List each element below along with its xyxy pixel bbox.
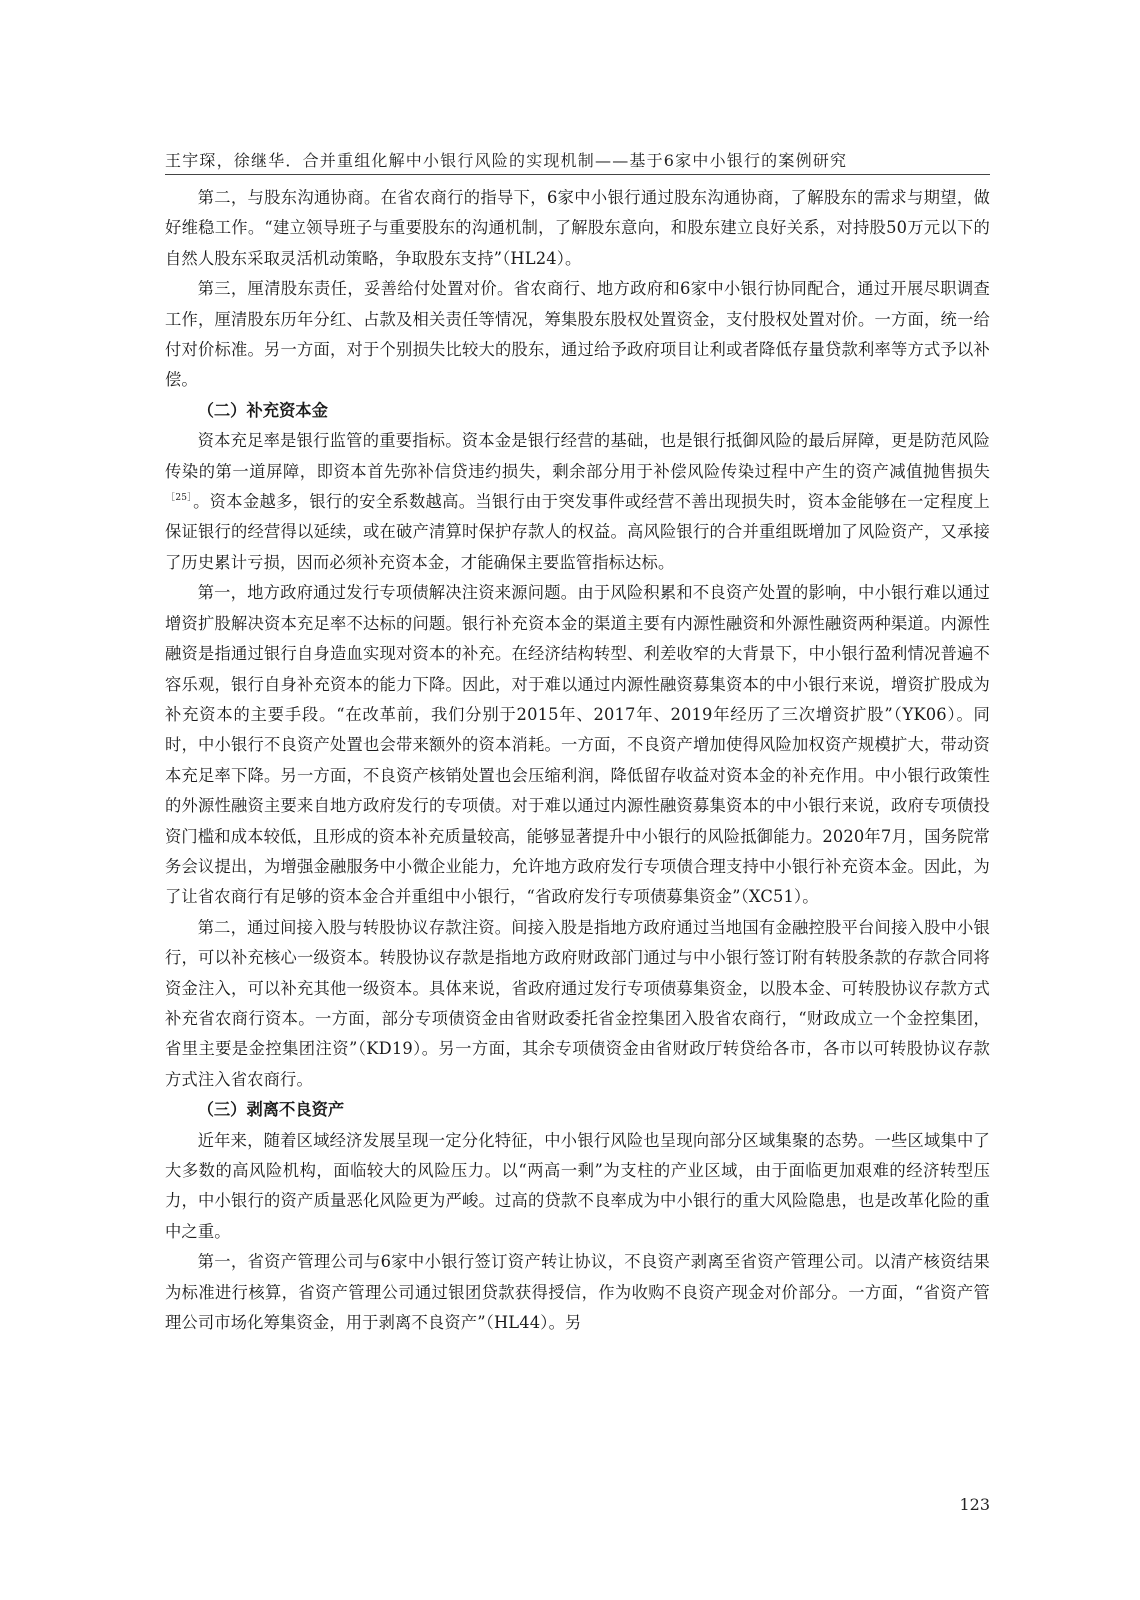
paragraph-shareholder-communication: 第二，与股东沟通协商。在省农商行的指导下，6家中小银行通过股东沟通协商，了解股东的需求与期望，做好维稳工作。“建立领导班子与重要股东的沟通机制，了解股东意向，和股东建立良好关系，对持股50万元以下的自然人股东采取灵活机动策略，争取股东支持”（HL24）。 <box>165 188 990 268</box>
section-heading-npl: （三）剥离不良资产 <box>197 1100 345 1120</box>
paragraph-regional-risk: 近年来，随着区域经济发展呈现一定分化特征，中小银行风险也呈现向部分区域集聚的态势。一些区域集中了大多数的高风险机构，面临较大的风险压力。以“两高一剩”为支柱的产业区域，由于面临更加艰难的经济转型压力，中小银行的资产质量恶化风险更为严峻。过高的贷款不良率成为中小银行的重大风险隐患，也是改革化险的重中之重。 <box>165 1130 990 1241</box>
paragraph-indirect-equity: 第二，通过间接入股与转股协议存款注资。间接入股是指地方政府通过当地国有金融控股平台间接入股中小银行，可以补充核心一级资本。转股协议存款是指地方政府财政部门通过与中小银行签订附有转股条款的存款合同将资金注入，可以补充其他一级资本。具体来说，省政府通过发行专项债募集资金，以股本金、可转股协议存款方式补充省农商行资本。一方面，部分专项债资金由省财政委托省金控集团入股省农商行，“财政成立一个金控集团，省里主要是金控集团注资”（KD19）。另一方面，其余专项债资金由省财政厅转贷给各市，各市以可转股协议存款方式注入省农商行。 <box>165 917 990 1089</box>
running-header: 王宇琛，徐继华．合并重组化解中小银行风险的实现机制——基于6家中小银行的案例研究 <box>165 151 848 170</box>
header-rule <box>165 174 990 175</box>
paragraph-asset-transfer: 第一，省资产管理公司与6家中小银行签订资产转让协议，不良资产剥离至省资产管理公司。以清产核资结果为标准进行核算，省资产管理公司通过银团贷款获得授信，作为收购不良资产现金对价部分。一方面，“省资产管理公司市场化筹集资金，用于剥离不良资产”（HL44）。另 <box>165 1252 990 1333</box>
page-number: 123 <box>959 1495 990 1514</box>
section-heading-capital: （二）补充资本金 <box>197 400 328 420</box>
paragraph-capital-adequacy <box>165 426 990 578</box>
paragraph-text: 资本充足率是银行监管的重要指标。资本金是银行经营的基础，也是银行抵御风险的最后屏障，更是防范风险传染的第一道屏障，即资本首先弥补信贷违约损失，剩余部分用于补偿风险传染过程中产生的资产减值抛售损失 <box>165 431 990 481</box>
paragraph-shareholder-responsibility: 第三，厘清股东责任，妥善给付处置对价。省农商行、地方政府和6家中小银行协同配合，通过开展尽职调查工作，厘清股东历年分红、占款及相关责任等情况，筹集股东股权处置资金，支付股权处置对价。一方面，统一给付对价标准。另一方面，对于个别损失比较大的股东，通过给予政府项目让利或者降低存量贷款利率等方式予以补偿。 <box>165 279 990 390</box>
paragraph-text: 。资本金越多，银行的安全系数越高。当银行由于突发事件或经营不善出现损失时，资本金能够在一定程度上保证银行的经营得以延续，或在破产清算时保护存款人的权益。高风险银行的合并重组既增加了风险资产，又承接了历史累计亏损，因而必须补充资本金，才能确保主要监管指标达标。 <box>165 492 990 572</box>
citation-ref: ［25］ <box>166 493 193 504</box>
paragraph-special-bonds: 第一，地方政府通过发行专项债解决注资来源问题。由于风险积累和不良资产处置的影响，中小银行难以通过增资扩股解决资本充足率不达标的问题。银行补充资本金的渠道主要有内源性融资和外源性融资两种渠道。内源性融资是指通过银行自身造血实现对资本的补充。在经济结构转型、利差收窄的大背景下，中小银行盈利情况普遍不容乐观，银行自身补充资本的能力下降。因此，对于难以通过内源性融资募集资本的中小银行来说，增资扩股成为补充资本的主要手段。“在改革前，我们分别于2015年、2017年、2019年经历了三次增资扩股”（YK06）。同时，中小银行不良资产处置也会带来额外的资本消耗。一方面，不良资产增加使得风险加权资产规模扩大，带动资本充足率下降。另一方面，不良资产核销处置也会压缩利润，降低留存收益对资本金的补充作用。中小银行政策性的外源性融资主要来自地方政府发行的专项债。对于难以通过内源性融资募集资本的中小银行来说，政府专项债投资门槛和成本较低，且形成的资本补充质量较高，能够显著提升中小银行的风险抵御能力。2020年7月，国务院常务会议提出，为增强金融服务中小微企业能力，允许地方政府发行专项债合理支持中小银行补充资本金。因此，为了让省农商行有足够的资本金合并重组中小银行，“省政府发行专项债募集资金”（XC51）。 <box>165 583 990 907</box>
article-body <box>165 183 990 1338</box>
